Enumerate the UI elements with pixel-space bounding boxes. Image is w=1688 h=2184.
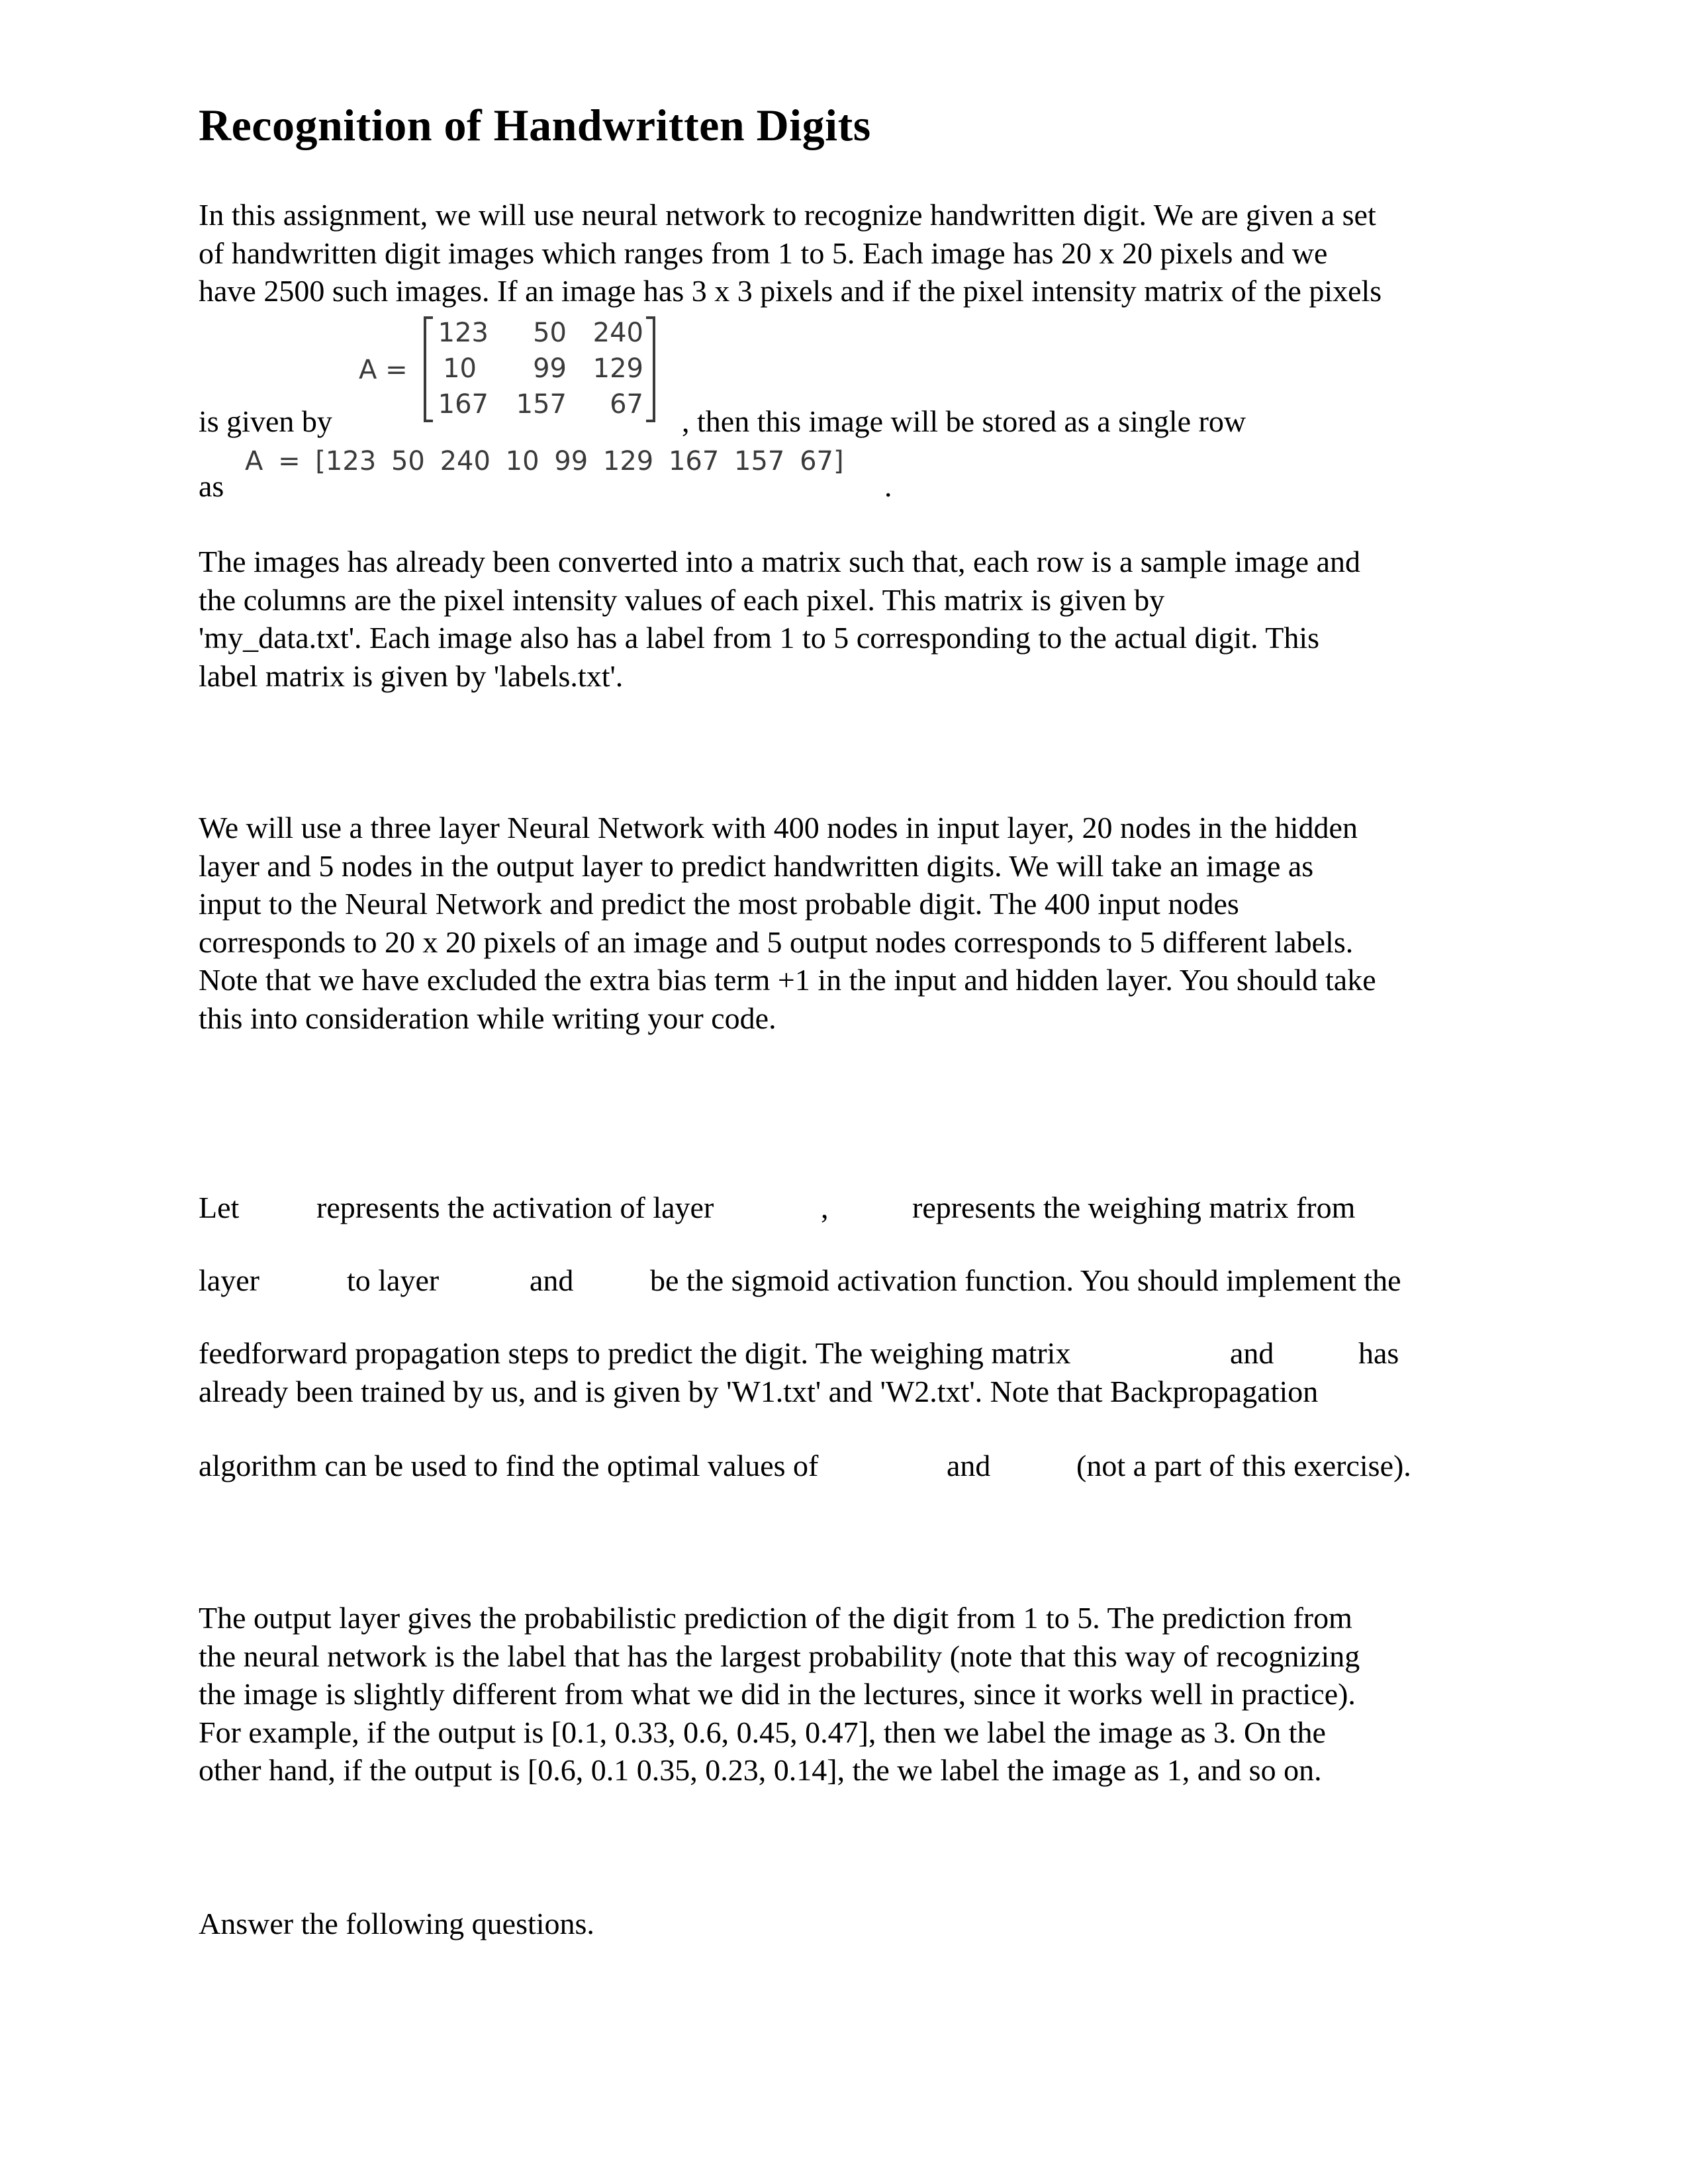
matrix-right-bracket: [646, 316, 655, 422]
paragraph-line: The images has already been converted into a matrix such that, each row is a sample image and: [199, 545, 1361, 578]
intro-paragraph: [199, 196, 1496, 310]
data-description-paragraph: [199, 543, 1496, 695]
paragraph-line: the neural network is the label that has the largest probability (note that this way of recognizing: [199, 1639, 1360, 1673]
then-stored-text: , then this image will be stored as a single row: [682, 404, 1246, 438]
matrix-cell: 240: [592, 318, 643, 348]
paragraph-line: the image is slightly different from what we did in the lectures, since it works well in practice).: [199, 1677, 1356, 1711]
paragraph-line: this into consideration while writing your code.: [199, 1001, 776, 1035]
sigmoid-text: be the sigmoid activation function. You should implement the: [650, 1263, 1401, 1297]
matrix-cell: 67: [610, 389, 643, 420]
matrix-cell: 50: [533, 318, 567, 348]
matrix-cell: 167: [438, 389, 489, 420]
matrix-cell: 99: [533, 353, 567, 384]
paragraph-line: We will use a three layer Neural Network with 400 nodes in input layer, 20 nodes in the hidden: [199, 811, 1358, 844]
comma-text: ,: [821, 1191, 829, 1224]
pixel-matrix: [424, 316, 655, 424]
algorithm-text: algorithm can be used to find the optimal values of: [199, 1449, 819, 1482]
weighing-matrix-text: represents the weighing matrix from: [912, 1191, 1356, 1224]
is-given-by-text: is given by: [199, 404, 332, 438]
and-text: and: [947, 1449, 991, 1482]
page-title: Recognition of Handwritten Digits: [199, 100, 871, 150]
let-text: Let: [199, 1191, 240, 1224]
matrix-label: A =: [359, 355, 408, 385]
paragraph-line: other hand, if the output is [0.6, 0.1 0.35, 0.23, 0.14], the we label the image as 1, and so on.: [199, 1753, 1322, 1787]
paragraph-line: layer and 5 nodes in the output layer to predict handwritten digits. We will take an image as: [199, 848, 1314, 883]
intro-line-3: have 2500 such images. If an image has 3 x 3 pixels and if the pixel intensity matrix of the pixels: [199, 274, 1382, 308]
as-text: as: [199, 469, 224, 503]
and-text: and: [1230, 1336, 1274, 1370]
row-vector-equation: A = [123 50 240 10 99 129 167 157 67]: [245, 446, 844, 477]
and-text: and: [530, 1263, 574, 1297]
trained-text: already been trained by us, and is given by 'W1.txt' and 'W2.txt'. Note that Backpropagation: [199, 1375, 1319, 1408]
matrix-cell: 129: [592, 353, 643, 384]
paragraph-line: input to the Neural Network and predict the most probable digit. The 400 input nodes: [199, 887, 1239, 921]
paragraph-line: For example, if the output is [0.1, 0.33, 0.6, 0.45, 0.47], then we label the image as 3. On the: [199, 1715, 1326, 1749]
to-layer-text: to layer: [347, 1263, 440, 1297]
paragraph-line: label matrix is given by 'labels.txt'.: [199, 659, 624, 693]
network-architecture-paragraph: [199, 809, 1496, 1037]
matrix-cell: 123: [438, 318, 489, 348]
layer-text: layer: [199, 1263, 259, 1297]
not-part-text: (not a part of this exercise).: [1076, 1449, 1411, 1482]
intro-line-2: of handwritten digit images which ranges from 1 to 5. Each image has 20 x 20 pixels and we: [199, 236, 1328, 270]
has-text: has: [1358, 1336, 1399, 1370]
matrix-cell: 157: [516, 389, 567, 420]
paragraph-line: 'my_data.txt'. Each image also has a label from 1 to 5 corresponding to the actual digit. This: [199, 621, 1320, 655]
intro-line-1: In this assignment, we will use neural network to recognize handwritten digit. We are given a set: [199, 198, 1376, 232]
output-layer-paragraph: [199, 1599, 1496, 1790]
feedforward-text: feedforward propagation steps to predict the digit. The weighing matrix: [199, 1336, 1071, 1370]
paragraph-line: corresponds to 20 x 20 pixels of an image and 5 output nodes corresponds to 5 different labels.: [199, 925, 1354, 959]
activation-text: represents the activation of layer: [316, 1191, 714, 1224]
paragraph-line: the columns are the pixel intensity values of each pixel. This matrix is given by: [199, 582, 1165, 617]
closing-instruction: Answer the following questions.: [199, 1907, 594, 1940]
paragraph-line: The output layer gives the probabilistic prediction of the digit from 1 to 5. The prediction from: [199, 1601, 1352, 1635]
matrix-cell: 10: [443, 353, 477, 384]
paragraph-line: Note that we have excluded the extra bias term +1 in the input and hidden layer. You should take: [199, 963, 1376, 997]
period-mark: .: [884, 469, 892, 503]
